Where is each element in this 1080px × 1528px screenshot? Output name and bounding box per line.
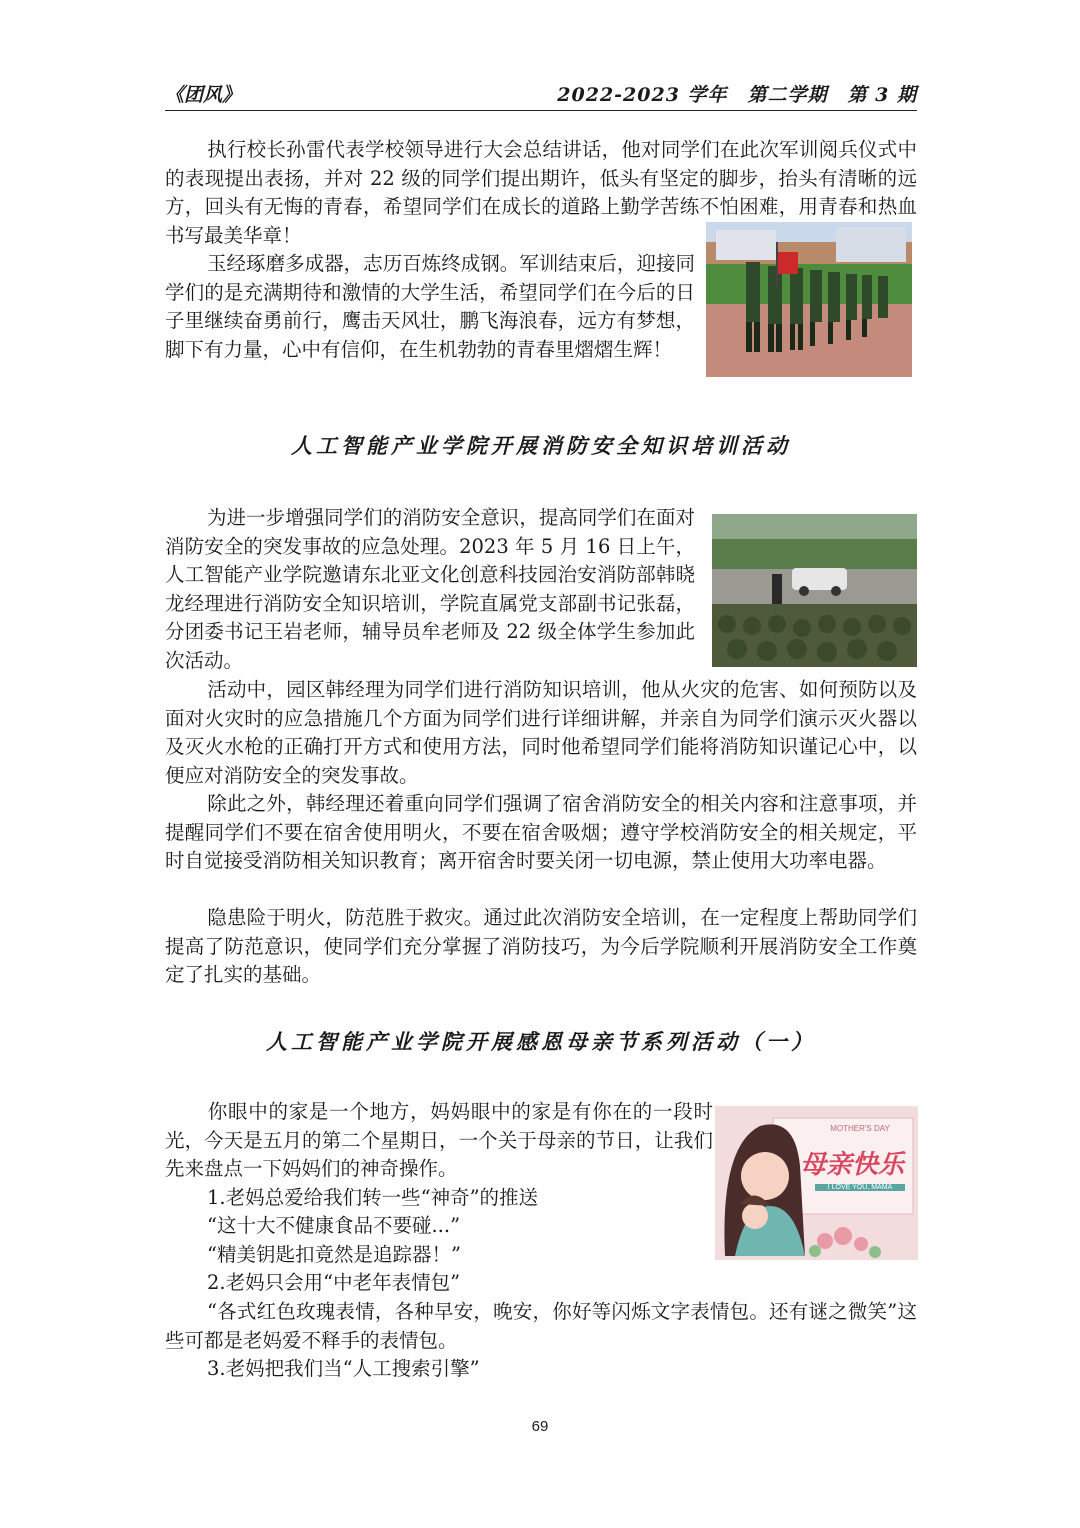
military-parade-photo	[706, 222, 912, 377]
journal-name: 《团风》	[165, 84, 242, 106]
fire-safety-training-photo	[712, 514, 917, 667]
article3-list-3: “精美钥匙扣竟然是追踪器！”	[207, 1243, 461, 1266]
article2-paragraph-2: 活动中，园区韩经理为同学们进行消防知识培训，他从火灾的危害、如何预防以及面对火灾时的应急措施几个方面为同学们进行详细讲解，并亲自为同学们演示灭火器以及灭火水枪的正确打开方式和使用方法，同时他希望同学们能将消防知识谨记心中，以便应对消防安全的突发事故。	[165, 678, 917, 787]
article2-paragraph-4: 隐患险于明火，防范胜于救灾。通过此次消防安全培训，在一定程度上帮助同学们提高了防范意识，使同学们充分掌握了消防技巧，为今后学院顺利开展消防安全工作奠定了扎实的基础。	[165, 906, 917, 987]
card-sub-label: I LOVE YOU, MAMA	[815, 1184, 905, 1191]
page-number: 69	[531, 1418, 549, 1435]
article1-paragraph-1: 执行校长孙雷代表学校领导进行大会总结讲话，他对同学们在此次军训阅兵仪式中的表现提出表扬，并对 22 级的同学们提出期许，低头有坚定的脚步，抬头有清晰的远方，回头有无悔的青春，希望同学们在成长的道路上勤学苦练不怕困难，用青春和热血书写最美华章！	[165, 138, 917, 247]
article3-title: 人工智能产业学院开展感恩母亲节系列活动（一）	[266, 1029, 816, 1054]
article3-list-2: “这十大不健康食品不要碰...”	[207, 1214, 461, 1237]
card-top-label: MOTHER'S DAY	[830, 1124, 890, 1133]
article3-list-6: 3.老妈把我们当“人工搜索引擎”	[207, 1357, 480, 1380]
article2-title: 人工智能产业学院开展消防安全知识培训活动	[291, 433, 791, 458]
card-script-text: 母亲快乐	[799, 1150, 904, 1180]
article2-paragraph-3: 除此之外，韩经理还着重向同学们强调了宿舍消防安全的相关内容和注意事项，并提醒同学们不要在宿舍使用明火，不要在宿舍吸烟；遵守学校消防安全的相关规定，平时自觉接受消防相关知识教育；离开宿舍时要关闭一切电源，禁止使用大功率电器。	[165, 792, 917, 873]
mothers-day-card-image	[715, 1106, 918, 1260]
article2-paragraph-1: 为进一步增强同学们的消防安全意识，提高同学们在面对消防安全的突发事故的应急处理。2023 年 5 月 16 日上午，人工智能产业学院邀请东北亚文化创意科技园治安消防部韩晓龙经理进行消防安全知识培训，学院直属党支部副书记张磊，分团委书记王岩老师，辅导员牟老师及 22 级全体学生参加此次活动。	[165, 506, 695, 672]
article3-list-4: 2.老妈只会用“中老年表情包”	[207, 1271, 461, 1294]
article3-list-1: 1.老妈总爱给我们转一些“神奇”的推送	[207, 1186, 539, 1209]
issue-info: 2022-2023 学年 第二学期 第 3 期	[557, 84, 917, 106]
page-header	[165, 78, 917, 111]
article1-paragraph-2: 玉经琢磨多成器，志历百炼终成钢。军训结束后，迎接同学们的是充满期待和激情的大学生活，希望同学们在今后的日子里继续奋勇前行，鹰击天风壮，鹏飞海浪春，远方有梦想，脚下有力量，心中有信仰，在生机勃勃的青春里熠熠生辉！	[165, 252, 695, 361]
article3-list-5: “各式红色玫瑰表情，各种早安，晚安，你好等闪烁文字表情包。还有谜之微笑”这些可都是老妈爱不释手的表情包。	[165, 1300, 917, 1352]
article3-paragraph-1: 你眼中的家是一个地方，妈妈眼中的家是有你在的一段时光，今天是五月的第二个星期日，一个关于母亲的节日，让我们先来盘点一下妈妈们的神奇操作。	[165, 1100, 713, 1181]
